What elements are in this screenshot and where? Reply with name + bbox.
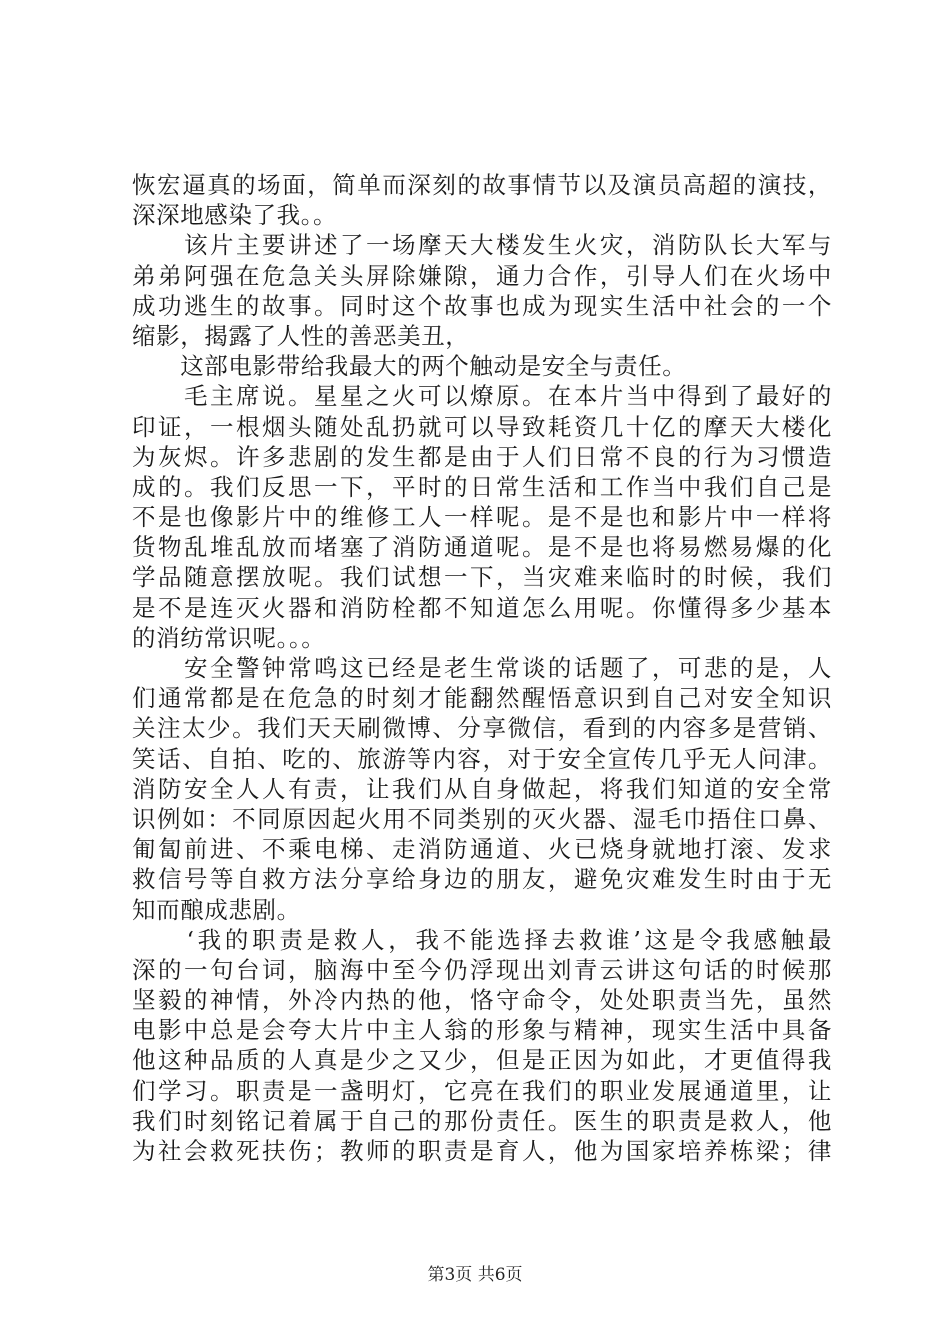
text-line: 毛主席说。星星之火可以燎原。在本片当中得到了最好的 <box>132 382 832 411</box>
text-line: 识例如：不同原因起火用不同类别的灭火器、湿毛巾捂住口鼻、 <box>132 804 832 833</box>
text-line: 坚毅的神情，外冷内热的他，恪守命令，处处职责当先，虽然 <box>132 986 832 1015</box>
text-line: 关注太少。我们天天刷微博、分享微信，看到的内容多是营销、 <box>132 714 832 743</box>
text-line: 印证，一根烟头随处乱扔就可以导致耗资几十亿的摩天大楼化 <box>132 412 832 441</box>
text-line: 不是也像影片中的维修工人一样呢。是不是也和影片中一样将 <box>132 503 832 532</box>
text-line: 弟弟阿强在危急关头屏除嫌隙，通力合作，引导人们在火场中 <box>132 261 832 290</box>
text-line: 他这种品质的人真是少之又少，但是正因为如此，才更值得我 <box>132 1046 832 1075</box>
text-line: 为灰烬。许多悲剧的发生都是由于人们日常不良的行为习惯造 <box>132 442 832 471</box>
text-line: 我们时刻铭记着属于自己的那份责任。医生的职责是救人，他 <box>132 1106 832 1135</box>
text-line: 笑话、自拍、吃的、旅游等内容，对于安全宣传几乎无人问津。 <box>132 744 832 773</box>
text-line: 深的一句台词，脑海中至今仍浮现出刘青云讲这句话的时候那 <box>132 955 832 984</box>
text-line: 安全警钟常鸣这已经是老生常谈的话题了，可悲的是，人 <box>132 654 832 682</box>
text-line: 成的。我们反思一下，平时的日常生活和工作当中我们自己是 <box>132 472 832 501</box>
text-line: ‘我的职责是救人，我不能选择去救谁’这是令我感触最 <box>132 925 832 954</box>
text-line: 救信号等自救方法分享给身边的朋友，避免灾难发生时由于无 <box>132 865 832 894</box>
text-line: 知而酿成悲剧。 <box>132 895 301 924</box>
text-line: 恢宏逼真的场面，简单而深刻的故事情节以及演员高超的演技， <box>132 171 832 199</box>
text-line: 为社会救死扶伤；教师的职责是育人，他为国家培养栋梁；律 <box>132 1137 832 1165</box>
text-line: 深深地感染了我。。 <box>132 201 338 230</box>
text-line: 匍匐前进、不乘电梯、走消防通道、火已烧身就地打滚、发求 <box>132 835 832 864</box>
text-line: 该片主要讲述了一场摩天大楼发生火灾，消防队长大军与 <box>132 231 832 260</box>
text-line: 们通常都是在危急的时刻才能翻然醒悟意识到自己对安全知识 <box>132 684 832 713</box>
document-body <box>132 170 832 1166</box>
text-line: 消防安全人人有责，让我们从自身做起，将我们知道的安全常 <box>132 774 832 803</box>
text-line: 货物乱堆乱放而堵塞了消防通道呢。是不是也将易燃易爆的化 <box>132 533 832 562</box>
text-line: 的消纺常识呢。。。 <box>132 623 326 652</box>
text-line: 学品随意摆放呢。我们试想一下，当灾难来临时的时候，我们 <box>132 563 832 592</box>
text-line: 电影中总是会夸大片中主人翁的形象与精神，现实生活中具备 <box>132 1016 832 1045</box>
text-line: 成功逃生的故事。同时这个故事也成为现实生活中社会的一个 <box>132 291 832 320</box>
text-line: 们学习。职责是一盏明灯，它亮在我们的职业发展通道里，让 <box>132 1076 832 1105</box>
text-line: 这部电影带给我最大的两个触动是安全与责任。 <box>132 352 687 381</box>
text-line: 缩影，揭露了人性的善恶美丑， <box>132 321 470 350</box>
text-line: 是不是连灭火器和消防栓都不知道怎么用呢。你懂得多少基本 <box>132 593 832 622</box>
page-footer: 第3页 共6页 <box>427 1265 523 1285</box>
